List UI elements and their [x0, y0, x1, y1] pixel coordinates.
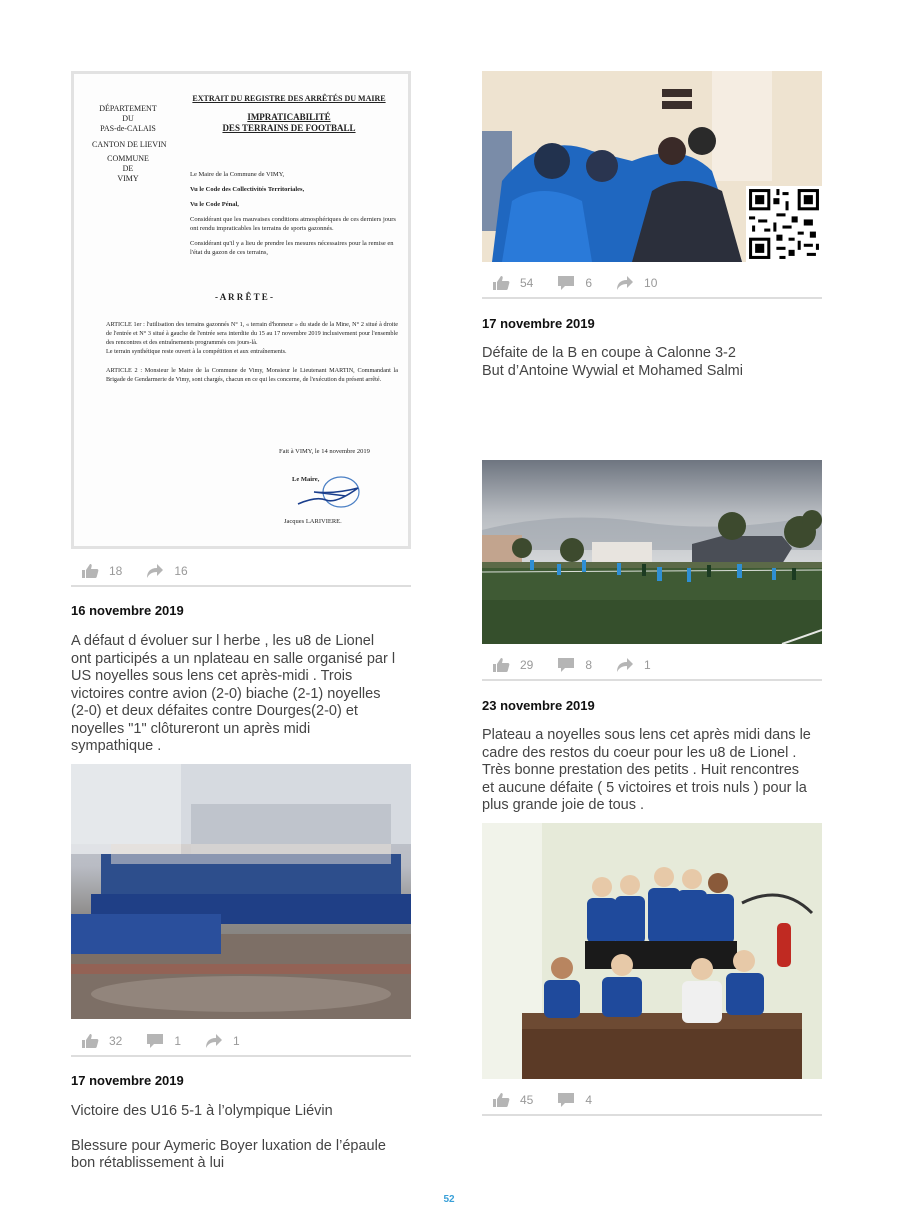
post-date: 17 novembre 2019	[71, 1073, 184, 1088]
comment-icon	[557, 657, 575, 673]
qr-code-graphic	[746, 186, 822, 262]
post-text-line: (2-0) et deux défaites contre Dourges(2-0) et	[71, 703, 358, 719]
doc-article: ARTICLE 1er : l'utilisation des terrains gazonnés N° 1, « terrain d'honneur » du stade de la Mine, N° 2 situé à droite de l'entrée et N° 3 situé à gauche de l'entrée sera interdite du 15 au 17 novembre 2019 inclusivement pour l'ensemble des rencontres et des entraînements programmés ces jours-là.	[106, 321, 398, 346]
share-counter[interactable]	[616, 657, 651, 673]
share-icon	[616, 657, 634, 673]
thumbs-up-icon	[492, 657, 510, 673]
share-counter[interactable]	[146, 563, 187, 579]
comment-counter[interactable]	[557, 1092, 592, 1108]
post-text-line: Blessure pour Aymeric Boyer luxation de l’épaule	[71, 1137, 386, 1154]
comment-icon	[557, 1092, 575, 1108]
post-text-line: A défaut d évoluer sur l herbe , les u8 de Lionel	[71, 633, 375, 649]
comment-icon	[557, 275, 575, 291]
like-counter[interactable]	[492, 1092, 533, 1108]
like-count: 32	[109, 1034, 123, 1048]
like-counter[interactable]	[492, 657, 533, 673]
doc-line: Vu le Code Pénal,	[190, 201, 239, 208]
share-count: 10	[644, 276, 658, 290]
qr-code-icon[interactable]	[746, 186, 822, 262]
post-stats	[482, 269, 822, 299]
arrete-document-image[interactable]	[71, 71, 411, 549]
post-text-line: Défaite de la B en coupe à Calonne 3-2	[482, 345, 736, 361]
post-stats	[482, 1086, 822, 1116]
signature-stamp	[296, 474, 366, 514]
post-text-line: victoires contre avion (2-0) biache (2-1) noyelles	[71, 685, 381, 702]
comment-count: 6	[585, 276, 593, 290]
comment-count: 4	[585, 1093, 593, 1107]
team-photo-gym[interactable]	[71, 764, 411, 1019]
post-text-line: US noyelles sous lens cet après-midi . Trois	[71, 668, 353, 684]
doc-title: DES TERRAINS DE FOOTBALL	[222, 123, 356, 133]
photo-kids-scene	[482, 823, 822, 1079]
like-count: 45	[520, 1093, 534, 1107]
locker-room-photo[interactable]	[482, 71, 822, 262]
post-stats	[482, 651, 822, 681]
like-count: 29	[520, 658, 534, 672]
post-text	[71, 1103, 416, 1173]
like-counter[interactable]	[81, 1033, 122, 1049]
share-count: 16	[174, 564, 188, 578]
thumbs-up-icon	[492, 275, 510, 291]
share-counter[interactable]	[616, 275, 657, 291]
doc-line: Considérant qu'il y a lieu de prendre les mesures nécessaires pour la remise en l'état du gazon de ces terrains,	[190, 240, 394, 256]
comment-counter[interactable]	[557, 657, 592, 673]
post-date: 16 novembre 2019	[71, 603, 184, 618]
share-icon	[205, 1033, 223, 1049]
doc-dept-line: DU	[122, 114, 134, 123]
post-text-line: bon rétablissement à lui	[71, 1155, 225, 1171]
doc-header: EXTRAIT DU REGISTRE DES ARRÊTÉS DU MAIRE	[192, 94, 386, 103]
doc-fait: Fait à VIMY, le 14 novembre 2019	[279, 448, 370, 455]
kids-team-photo[interactable]	[482, 823, 822, 1079]
post-date: 23 novembre 2019	[482, 698, 595, 713]
doc-dept-line: PAS-de-CALAIS	[100, 124, 156, 133]
doc-article: ARTICLE 2 : Monsieur le Maire de la Commune de Vimy, Monsieur le Lieutenant MARTIN, Commandant la Brigade de Gendarmerie de Vimy, sont chargés, chacun en ce qui les concerne, de l'exécution du présent arrêté.	[106, 367, 398, 383]
post-stats	[71, 1027, 411, 1057]
post-text-line: Plateau a noyelles sous lens cet après midi dans le	[482, 727, 811, 743]
comment-counter[interactable]	[557, 275, 592, 291]
doc-line: Vu le Code des Collectivités Territoriales,	[190, 186, 305, 193]
page-number: 52	[443, 1194, 455, 1205]
like-counter[interactable]	[492, 275, 533, 291]
photo-gym-scene	[71, 764, 411, 1019]
thumbs-up-icon	[492, 1092, 510, 1108]
doc-signatory: Jacques LARIVIERE.	[284, 518, 342, 525]
like-count: 54	[520, 276, 534, 290]
post-text-line: Victoire des U16 5-1 à l’olympique Liévin	[71, 1103, 333, 1119]
post-text-line: Très bonne prestation des petits . Huit rencontres	[482, 762, 800, 778]
post-stats	[71, 557, 411, 587]
post-text-line: noyelles "1" clôtureront un après midi	[71, 720, 311, 737]
doc-dept-line: DÉPARTEMENT	[99, 104, 157, 113]
doc-title: IMPRATICABILITÉ	[247, 112, 331, 122]
comment-count: 8	[585, 658, 593, 672]
football-match-photo[interactable]	[482, 460, 822, 644]
comment-counter[interactable]	[146, 1033, 181, 1049]
post-text-line: et aucune défaite ( 5 victoires et trois nuls ) pour la	[482, 779, 807, 796]
doc-line: Le Maire de la Commune de VIMY,	[190, 171, 285, 178]
post-text-line: cadre des restos du coeur pour les u8 de Lionel .	[482, 744, 797, 761]
comment-count: 1	[174, 1034, 182, 1048]
thumbs-up-icon	[81, 1033, 99, 1049]
post-text-line: ont participés a un nplateau en salle organisé par l	[71, 650, 396, 667]
post-text-line: sympathique .	[71, 738, 162, 754]
post-date: 17 novembre 2019	[482, 316, 595, 331]
post-text	[482, 727, 827, 815]
post-text	[71, 633, 416, 756]
share-icon	[146, 563, 164, 579]
doc-dept-line: COMMUNE	[107, 154, 149, 163]
doc-dept-line: DE	[122, 164, 134, 173]
share-count: 1	[233, 1034, 240, 1048]
post-text-line: But d’Antoine Wywial et Mohamed Salmi	[482, 362, 743, 379]
thumbs-up-icon	[81, 563, 99, 579]
doc-line: Considérant que les mauvaises conditions atmosphériques de ces derniers jours ont rendu impraticables les terrains de sports gazonnés.	[190, 216, 396, 232]
doc-arrete: - A R R Ê T E -	[215, 292, 273, 302]
doc-dept-line: CANTON DE LIEVIN	[92, 140, 167, 149]
post-text	[482, 345, 827, 380]
doc-maire: Le Maire,	[292, 476, 320, 483]
like-count: 18	[109, 564, 123, 578]
share-counter[interactable]	[205, 1033, 240, 1049]
doc-article: Le terrain synthétique reste ouvert à la compétition et aux entraînements.	[106, 348, 287, 355]
share-count: 1	[644, 658, 651, 672]
share-icon	[616, 275, 634, 291]
photo-pitch-scene	[482, 460, 822, 644]
like-counter[interactable]	[81, 563, 122, 579]
doc-dept-line: VIMY	[117, 174, 139, 183]
comment-icon	[146, 1033, 164, 1049]
post-text-line: plus grande joie de tous .	[482, 797, 645, 813]
